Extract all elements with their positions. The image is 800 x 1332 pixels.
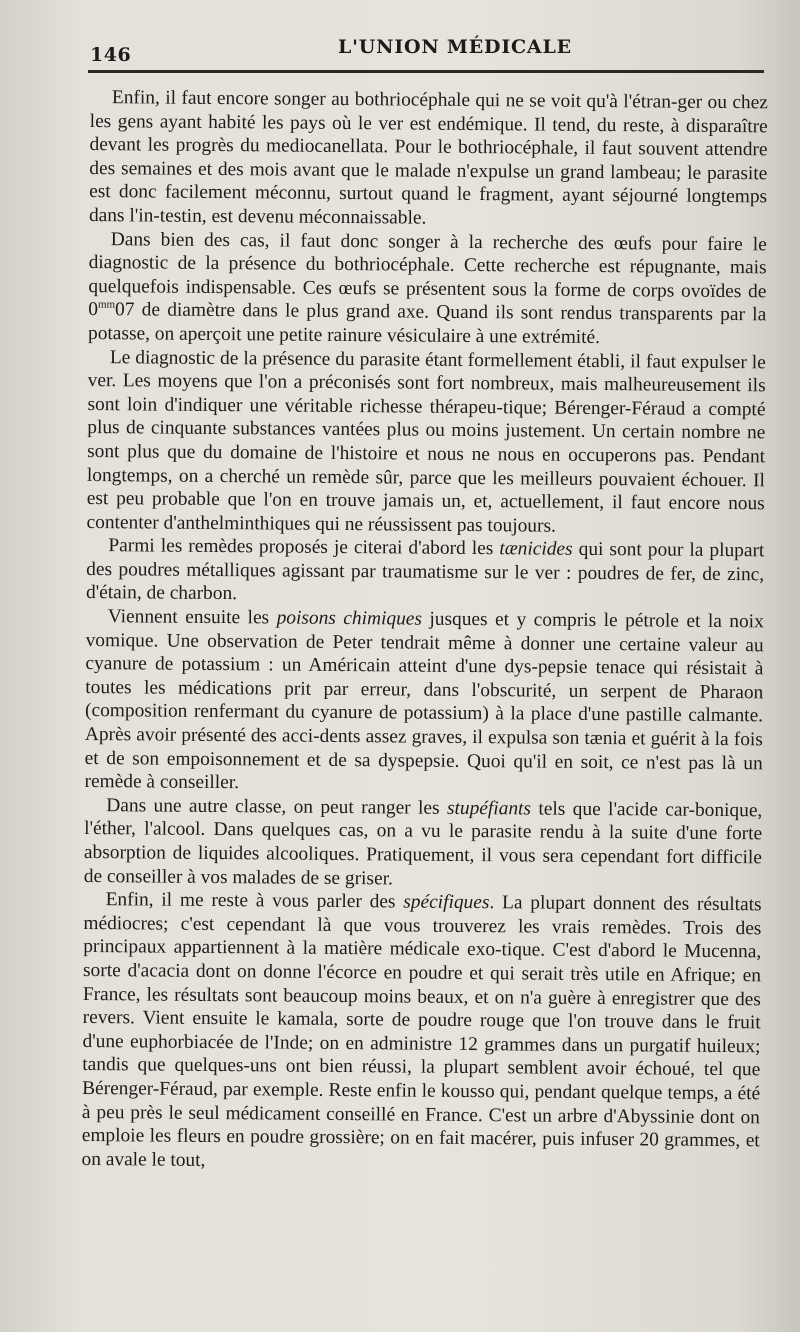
paragraph (84, 794, 763, 894)
paragraph-text: Dans une autre classe, on peut ranger les (106, 794, 448, 819)
article-body (81, 86, 768, 1177)
page-number: 146 (90, 44, 132, 66)
running-title: L'UNION MÉDICALE (338, 36, 572, 58)
paragraph-text: jusques et y compris le pétrole et la noix vomique. Une observation de Peter tendrait même à donner une certaine valeur au cyanure de potassium : un Américain atteint d'une dys-pepsie tenace qui résistait à toutes les médications prit par erreur, dans l'obscurité, un serpent de Pharaon (composition renfermant du cyanure de potassium) à la place d'une pastille calmante. Après avoir présenté des acci-dents assez graves, il expulsa son tænia et guérit à la fois et de son empoisonnement et de sa dyspepsie. Quoi qu'il en soit, ce n'est pas là un remède à conseiller. (84, 608, 764, 794)
unit-superscript: mm (97, 298, 116, 312)
italic-term: spécifiques (403, 891, 490, 914)
header-rule (88, 70, 764, 73)
paragraph (86, 346, 765, 540)
paragraph (88, 228, 767, 351)
italic-term: stupéfiants (446, 797, 532, 820)
paragraph (81, 888, 761, 1176)
page-header (88, 36, 764, 66)
paragraph-text: 07 de diamètre dans le plus grand axe. Quand ils sont rendus transparents par la potasse, on aperçoit une petite rainure vésiculaire à une extrémité. (87, 299, 767, 348)
paragraph-text: Viennent ensuite les (107, 606, 277, 629)
paragraph (84, 605, 763, 799)
paragraph (89, 86, 768, 233)
italic-term: poisons chimiques (276, 607, 423, 630)
paragraph-text: Le diagnostic de la présence du parasite étant formellement établi, il faut expulser le ver. Les moyens que l'on a préconisés sont fort nombreux, mais malheureusement ils sont loin d'indiquer une véritable richesse thérapeu-tique; Bérenger-Féraud a compté plus de cinquante substances vantées plus ou moins justement. Un certain nombre ne sont plus que du domaine de l'histoire et nous ne nous en occuperons pas. Pendant longtemps, on a cherché un remède sûr, parce que les meilleurs pouvaient échouer. Il est peu probable que l'on en trouve jamais un, et, actuellement, il faut encore nous contenter d'anthelminthiques qui ne réussissent pas toujours. (86, 346, 766, 537)
paragraph-text: tels que l'acide car-bonique, l'éther, l'alcool. Dans quelques cas, on a vu le parasite rendu à la suite d'une forte absorption de liquides alcooliques. Pratiquement, il vous sera cependant fort difficile de conseiller à vos malades de se griser. (83, 798, 763, 889)
italic-term: tænicides (499, 538, 573, 561)
paragraph-text: Enfin, il faut encore songer au bothriocéphale qui ne se voit qu'à l'étran-ger ou chez les gens ayant habité les pays où le ver est endémique. Il tend, du reste, à disparaître devant les progrès du mediocanellata. Pour le bothriocéphale, il faut souvent attendre des semaines et des mois avant que le malade n'expulse un grand lambeau; le parasite est donc facilement méconnu, surtout quand le fragment, ayant séjourné longtemps dans l'in-testin, est devenu méconnaissable. (88, 87, 768, 229)
paragraph (86, 534, 765, 610)
paragraph-text: Dans bien des cas, il faut donc songer à la recherche des œufs pour faire le diagnostic de la présence du bothriocéphale. Cette recherche est répugnante, mais quelquefois indispensable. Ces œufs se présentent sous la forme de corps ovoïdes de 0 (88, 228, 767, 321)
paragraph-text: Parmi les remèdes proposés je citerai d'abord les (108, 535, 500, 560)
paragraph-text: . La plupart donnent des résultats médiocres; c'est cependant là que vous trouverez les vrais remèdes. Trois des principaux appartiennent à la matière médicale exo-tique. C'est d'abord le Mucenna, sorte d'acacia dont on donne l'écorce en poudre et qui serait très utile en Afrique; en France, les résultats sont beaucoup moins beaux, et on n'a guère à enregistrer que des revers. Vient ensuite le kamala, sorte de poudre rouge que l'on trouve dans le fruit d'une euphorbiacée de l'Inde; on en administre 12 grammes dans un purgatif huileux; tandis que quelques-uns ont bien réussi, la plupart semblent avoir échoué, tel que Bérenger-Féraud, par exemple. Reste enfin le kousso qui, pendant quelque temps, a été à peu près le seul médicament conseillé en France. C'est un arbre d'Abyssinie dont on emploie les fleurs en poudre grossière; on en fait macérer, puis infuser 20 grammes, et on avale le tout, (81, 892, 762, 1171)
paragraph-text: qui sont pour la plupart des poudres métalliques agissant par traumatisme sur le ver : poudres de fer, de zinc, d'étain, de charbon. (85, 539, 765, 605)
paragraph-text: Enfin, il me reste à vous parler des (105, 889, 404, 913)
